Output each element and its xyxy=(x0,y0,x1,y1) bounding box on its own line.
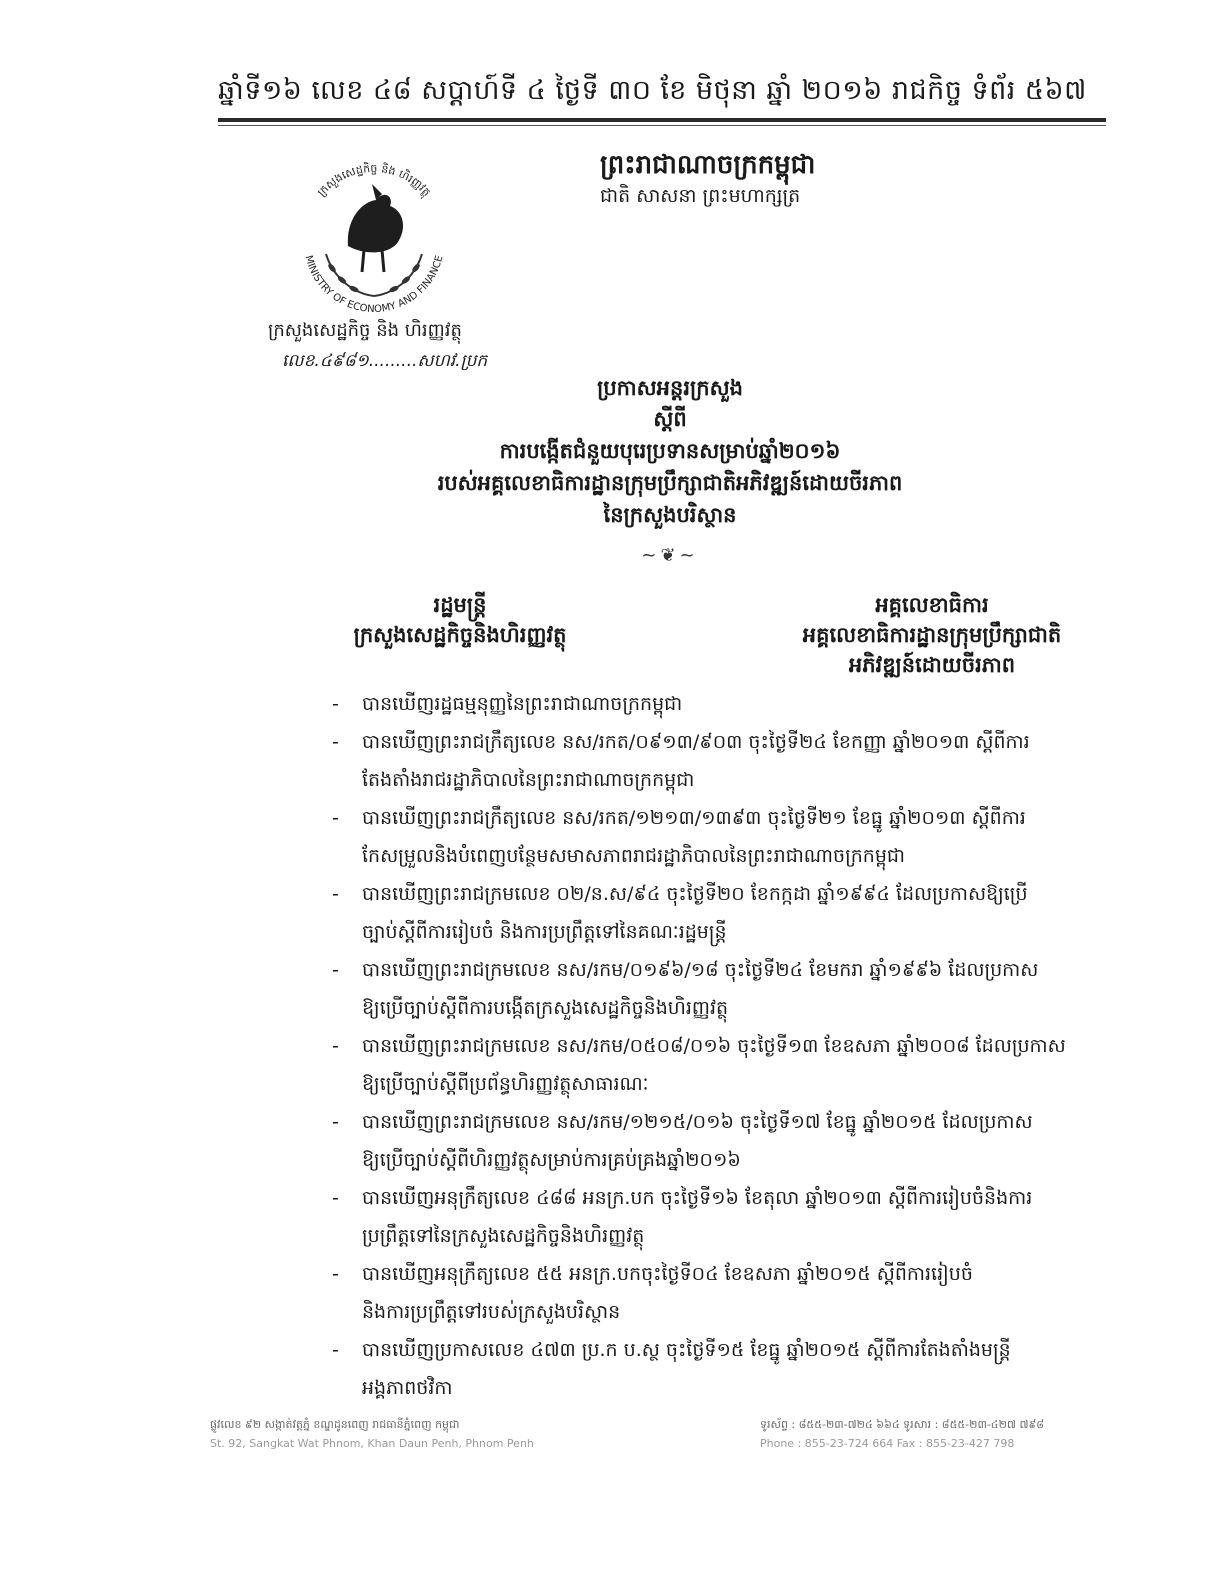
list-item-text: បានឃើញអនុក្រឹត្យលេខ ៤៨៨ អនក្រ.បក ចុះថ្ងៃទី១៦ ខែតុលា ឆ្នាំ២០១៣ ស្តីពីការរៀបចំនិងការ xyxy=(362,1187,1033,1209)
considerations-list xyxy=(332,685,1110,1407)
list-item-text: បានឃើញព្រះរាជក្រឹត្យលេខ នស/រកត/០៩១៣/៩០៣ ចុះថ្ងៃទី២៤ ខែកញ្ញា ឆ្នាំ២០១៣ ស្តីពីការ xyxy=(362,731,1030,753)
signatory-right-office-2: អភិវឌ្ឍន៍ដោយចីរភាព xyxy=(848,653,1016,677)
footer-address-kh: ផ្លូវលេខ ៩២ សង្កាត់វត្តភ្នំ ខណ្ឌដូនពេញ រាជធានីភ្នំពេញ កម្ពុជា xyxy=(210,1418,460,1431)
signatory-right-title: អគ្គលេខាធិការ xyxy=(875,593,989,617)
header-rule xyxy=(218,118,1106,122)
ornament-divider-icon: ~❦~ xyxy=(641,545,699,566)
signatory-left-title: រដ្ឋមន្ត្រី xyxy=(433,593,487,617)
list-item-text: បានឃើញរដ្ឋធម្មនុញ្ញនៃព្រះរាជាណាចក្រកម្ពុជា xyxy=(362,693,683,715)
national-motto: ជាតិ សាសនា ព្រះមហាក្សត្រ xyxy=(600,185,801,207)
footer-phone-en: Phone : 855-23-724 664 Fax : 855-23-427 798 xyxy=(760,1437,1015,1450)
footer-address xyxy=(210,1415,534,1453)
list-item xyxy=(332,1255,1110,1293)
list-item-continuation: អង្គភាពថវិកា xyxy=(362,1377,453,1399)
reference-number: លេខ.៤៩៨១.........សហវ.ប្រក xyxy=(282,351,488,371)
list-item xyxy=(332,1103,1110,1141)
footer-address-en: St. 92, Sangkat Wat Phnom, Khan Daun Penh, Phnom Penh xyxy=(210,1437,534,1450)
footer-contact xyxy=(760,1415,1044,1453)
signatory-right-office: អគ្គលេខាធិការដ្ឋានក្រុមប្រឹក្សាជាតិ xyxy=(802,623,1062,647)
seal-text-top: ក្រសួងសេដ្ឋកិច្ច និង ហិរញ្ញវត្ថុ xyxy=(314,161,434,199)
footer-phone-kh: ទូរស័ព្ទ : ៨៥៥-២៣-៧២៤ ៦៦៤ ទូរសារ : ៨៥៥-២៣-៤២៧ ៧៩៨ xyxy=(760,1418,1045,1431)
signatory-left-ministry: ក្រសួងសេដ្ឋកិច្ចនិងហិរញ្ញវត្ថុ xyxy=(353,623,567,647)
dash: - xyxy=(332,1111,339,1133)
list-item-continuation: តែងតាំងរាជរដ្ឋាភិបាលនៃព្រះរាជាណាចក្រកម្ពុជា xyxy=(362,769,695,791)
proclamation-subject-2: របស់អគ្គលេខាធិការដ្ឋានក្រុមប្រឹក្សាជាតិអភិវឌ្ឍន៍ដោយចីរភាព xyxy=(437,471,903,495)
proclamation-subject: ការបង្កើតជំនួយបុរេប្រទានសម្រាប់ឆ្នាំ២០១៦ xyxy=(499,439,841,463)
header-rule-thin xyxy=(218,125,1106,126)
dash: - xyxy=(332,807,339,829)
list-item-continuation: ឱ្យប្រើច្បាប់ស្តីពីប្រព័ន្ធហិរញ្ញវត្ថុសាធារណៈ xyxy=(362,1073,649,1095)
dash: - xyxy=(332,883,339,905)
list-item-continuation: ប្រព្រឹត្តទៅនៃក្រសួងសេដ្ឋកិច្ចនិងហិរញ្ញវត្ថុ xyxy=(362,1225,645,1247)
dash: - xyxy=(332,731,339,753)
list-item-text: បានឃើញព្រះរាជក្រឹត្យលេខ នស/រកត/១២១៣/១៣៩៣ ចុះថ្ងៃទី២១ ខែធ្នូ ឆ្នាំ២០១៣ ស្តីពីការ xyxy=(362,807,1026,829)
proclamation-subject-3: នៃក្រសួងបរិស្ថាន xyxy=(603,503,737,527)
list-item-text: បានឃើញព្រះរាជក្រមលេខ នស/រកម/១២១៥/០១៦ ចុះថ្ងៃទី១៧ ខែធ្នូ ឆ្នាំ២០១៥ ដែលប្រកាស xyxy=(362,1111,1033,1133)
seal-text-bottom: MINISTRY OF ECONOMY AND FINANCE xyxy=(302,254,446,316)
svg-text:MINISTRY OF ECONOMY AND FINANC xyxy=(302,254,445,315)
list-item-continuation: និងការប្រព្រឹត្តទៅរបស់ក្រសួងបរិស្ថាន xyxy=(362,1301,621,1323)
list-item xyxy=(332,723,1110,761)
list-item xyxy=(332,1331,1110,1369)
list-item-text: បានឃើញព្រះរាជក្រមលេខ ០២/ន.ស/៩៤ ចុះថ្ងៃទី២០ ខែកក្កដា ឆ្នាំ១៩៩៤ ដែលប្រកាសឱ្យប្រើ xyxy=(362,883,1028,905)
list-item xyxy=(332,875,1110,913)
list-item xyxy=(332,799,1110,837)
dash: - xyxy=(332,959,339,981)
list-item-text: បានឃើញប្រកាសលេខ ៤៧៣ ប្រ.ក ប.ស្ថ ចុះថ្ងៃទី១៥ ខែធ្នូ ឆ្នាំ២០១៥ ស្តីពីការតែងតាំងមន្ត្រី xyxy=(362,1339,1011,1361)
proclamation-type: ប្រកាសអន្តរក្រសួង xyxy=(597,376,743,400)
list-item xyxy=(332,685,1110,723)
list-item-text: បានឃើញព្រះរាជក្រមលេខ នស/រកម/០១៩៦/១៨ ចុះថ្ងៃទី២៤ ខែមករា ឆ្នាំ១៩៩៦ ដែលប្រកាស xyxy=(362,959,1039,981)
list-item-continuation: ច្បាប់ស្តីពីការរៀបចំ និងការប្រព្រឹត្តទៅនៃគណៈរដ្ឋមន្ត្រី xyxy=(362,921,727,943)
ministry-seal-icon xyxy=(286,150,462,326)
signatory-left xyxy=(310,590,610,650)
list-item-text: បានឃើញព្រះរាជក្រមលេខ នស/រកម/០៥០៨/០១៦ ចុះថ្ងៃទី១៣ ខែឧសភា ឆ្នាំ២០០៨ ដែលប្រកាស xyxy=(362,1035,1066,1057)
kingdom-title: ព្រះរាជាណាចក្រកម្ពុជា xyxy=(600,150,816,180)
signatory-right xyxy=(752,590,1112,680)
dash: - xyxy=(332,1035,339,1057)
dash: - xyxy=(332,1263,339,1285)
ministry-name: ក្រសួងសេដ្ឋកិច្ច និង ហិរញ្ញវត្ថុ xyxy=(268,320,462,341)
svg-text:ក្រសួងសេដ្ឋកិច្ច និង ហិរញ្ញវត្ xyxy=(315,161,433,200)
proclamation-on: ស្តីពី xyxy=(653,407,687,431)
list-item-continuation: ឱ្យប្រើច្បាប់ស្តីពីហិរញ្ញវត្ថុសម្រាប់ការគ្រប់គ្រងឆ្នាំ២០១៦ xyxy=(362,1149,741,1171)
list-item xyxy=(332,951,1110,989)
dash: - xyxy=(332,693,339,715)
list-item-text: បានឃើញអនុក្រឹត្យលេខ ៥៥ អនក្រ.បកចុះថ្ងៃទី០៤ ខែឧសភា ឆ្នាំ២០១៥ ស្តីពីការរៀបចំ xyxy=(362,1263,973,1285)
list-item xyxy=(332,1027,1110,1065)
list-item xyxy=(332,1179,1110,1217)
gazette-header: ឆ្នាំទី១៦ លេខ ៤៨ សប្តាហ៍ទី ៤ ថ្ងៃទី ៣០ ខែ មិថុនា ឆ្នាំ ២០១៦ រាជកិច្ច ទំព័រ ៥៦៧ xyxy=(218,75,1087,106)
list-item-continuation: កែសម្រួលនិងបំពេញបន្ថែមសមាសភាពរាជរដ្ឋាភិបាលនៃព្រះរាជាណាចក្រកម្ពុជា xyxy=(362,845,906,867)
list-item-continuation: ឱ្យប្រើច្បាប់ស្តីពីការបង្កើតក្រសួងសេដ្ឋកិច្ចនិងហិរញ្ញវត្ថុ xyxy=(362,997,729,1019)
dash: - xyxy=(332,1339,339,1361)
dash: - xyxy=(332,1187,339,1209)
